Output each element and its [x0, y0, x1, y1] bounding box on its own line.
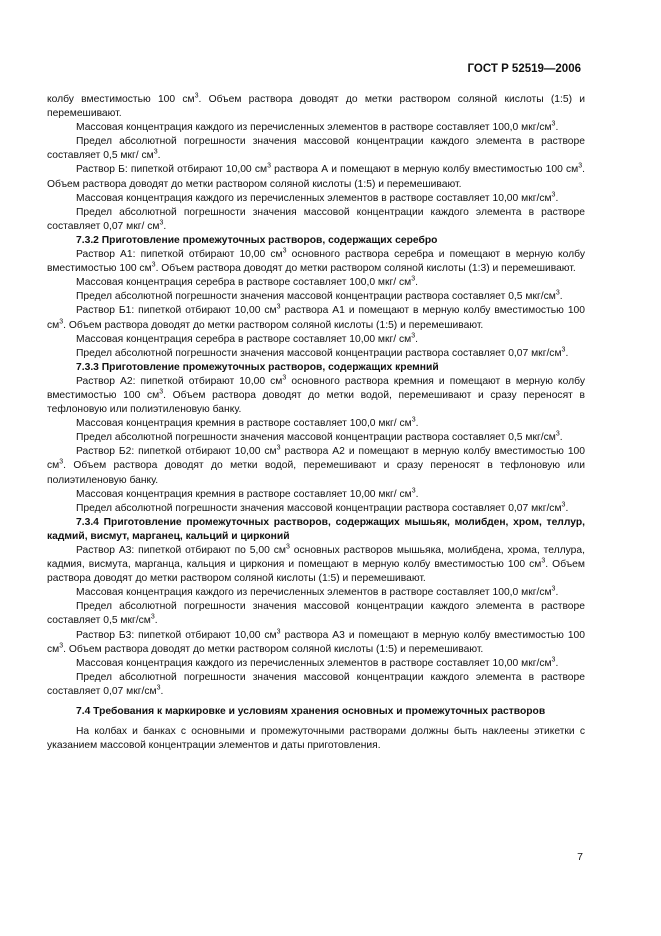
paragraph: Раствор Б: пипеткой отбирают 10,00 $см^3$ раствора А и помещают в мерную колбу вместимостью 100 $см^3$. Объем раствора доводят до метки раствором соляной кислоты (1:5) и перемешивают.: [47, 163, 585, 190]
paragraph: Предел абсолютной погрешности значения массовой концентрации раствора составляет 0,07 мкг/$см^3$.: [76, 501, 569, 514]
paragraph: Раствор Б3: пипеткой отбирают 10,00 $см^3$ раствора А3 и помещают в мерную колбу вместимостью 100 $см^3$. Объем раствора доводят до метки раствором соляной кислоты (1:5) и перемешивают.: [47, 628, 585, 655]
paragraph: колбу вместимостью 100 $см^3$. Объем раствора доводят до метки раствором соляной кислоты (1:5) и перемешивают.: [47, 92, 585, 120]
paragraph: Массовая концентрация каждого из перечисленных элементов в растворе составляет 100,0 мкг/$см^3$.: [76, 120, 559, 134]
page-number: 7: [577, 851, 583, 863]
paragraph: Массовая концентрация каждого из перечисленных элементов в растворе составляет 100,0 мкг/$см^3$.: [76, 585, 559, 599]
paragraph: Массовая концентрация кремния в растворе составляет 100,0 мкг/ $см^3$.: [76, 416, 419, 430]
document-body: [47, 93, 585, 753]
paragraph: Предел абсолютной погрешности значения массовой концентрации каждого элемента в растворе составляет 0,07 мкг/ $см^3$.: [47, 206, 585, 232]
paragraph: Раствор А1: пипеткой отбирают 10,00 $см^3$ основного раствора серебра и помещают в мерную колбу вместимостью 100 $см^3$. Объем раствора доводят до метки раствором соляной кислоты (1:3) и перемешивают.: [47, 247, 585, 275]
document-header: ГОСТ Р 52519—2006: [467, 63, 581, 75]
paragraph: Предел абсолютной погрешности значения массовой концентрации каждого элемента в растворе составляет 0,5 мкг/ $см^3$.: [47, 136, 585, 162]
paragraph: Раствор Б1: пипеткой отбирают 10,00 $см^3$ раствора А1 и помещают в мерную колбу вместимостью 100 $см^3$. Объем раствора доводят до метки раствором соляной кислоты (1:5) и перемешивают.: [47, 303, 585, 331]
paragraph: Массовая концентрация серебра в растворе составляет 10,00 мкг/ $см^3$.: [76, 332, 418, 345]
paragraph: Предел абсолютной погрешности значения массовой концентрации каждого элемента в растворе составляет 0,07 мкг/$см^3$.: [47, 671, 585, 697]
paragraph: Массовая концентрация каждого из перечисленных элементов в растворе составляет 10,00 мкг/$см^3$.: [76, 191, 559, 204]
paragraph: Массовая концентрация серебра в растворе составляет 100,0 мкг/ $см^3$.: [76, 275, 418, 289]
paragraph: Раствор А3: пипеткой отбирают по 5,00 $см^3$ основных растворов мышьяка, молибдена, хрома, теллура, кадмия, висмута, марганца, кальция и циркония и помещают в мерную колбу вместимостью 100 $см^3$. Объем раствора доводят до метки раствором соляной кислоты (1:5) и перемешивают.: [47, 543, 585, 585]
paragraph: Раствор Б2: пипеткой отбирают 10,00 $см^3$ раствора А2 и помещают в мерную колбу вместимостью 100 $см^3$. Объем раствора доводят до метки водой, перемешивают и сразу переносят в тефлоновую или полиэтиленовую банку.: [47, 444, 585, 486]
paragraph: Предел абсолютной погрешности значения массовой концентрации раствора составляет 0,07 мкг/$см^3$.: [76, 346, 569, 359]
section-heading: 7.3.4 Приготовление промежуточных растворов, содержащих мышьяк, молибден, хром, теллур, кадмий, висмут, марганец, кальций и цирконий: [47, 516, 585, 542]
paragraph: Предел абсолютной погрешности значения массовой концентрации раствора составляет 0,5 мкг/$см^3$.: [76, 289, 563, 303]
paragraph: На колбах и банках с основными и промежуточными растворами должны быть наклеены этикетки с указанием массовой концентрации элементов и даты приготовления.: [47, 726, 585, 752]
section-heading: 7.4 Требования к маркировке и условиям хранения основных и промежуточных растворов: [76, 706, 546, 718]
section-heading: 7.3.3 Приготовление промежуточных растворов, содержащих кремний: [76, 361, 439, 373]
paragraph: Раствор А2: пипеткой отбирают 10,00 $см^3$ основного раствора кремния и помещают в мерную колбу вместимостью 100 $см^3$. Объем раствора доводят до метки водой, перемешивают и сразу переносят в тефлоновую или полиэтиленовую банку.: [47, 374, 585, 416]
paragraph: Массовая концентрация кремния в растворе составляет 10,00 мкг/ $см^3$.: [76, 487, 419, 500]
paragraph: Массовая концентрация каждого из перечисленных элементов в растворе составляет 10,00 мкг/$см^3$.: [76, 656, 559, 669]
section-heading: 7.3.2 Приготовление промежуточных растворов, содержащих серебро: [76, 234, 438, 246]
paragraph: Предел абсолютной погрешности значения массовой концентрации раствора составляет 0,5 мкг/$см^3$.: [76, 430, 563, 444]
paragraph: Предел абсолютной погрешности значения массовой концентрации каждого элемента в растворе составляет 0,5 мкг/$см^3$.: [47, 601, 585, 627]
